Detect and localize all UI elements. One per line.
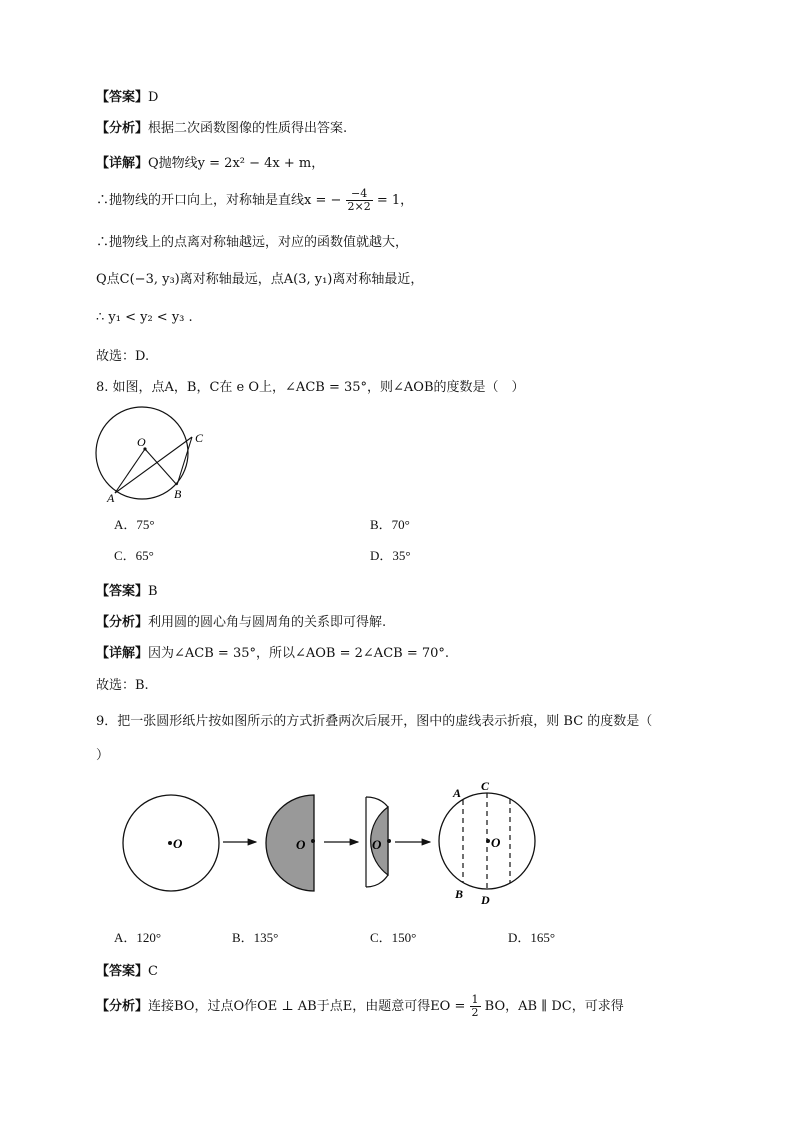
question-text: 8. 如图，点A，B，C在 e O上，∠ACB = 35°，则∠AOB的度数是（ ） xyxy=(96,380,525,395)
detail-text: Q抛物线y = 2x² − 4x + m， xyxy=(148,156,325,171)
q7-detail-line-5 xyxy=(96,310,193,325)
answer-value: C xyxy=(148,964,158,979)
label-a: A xyxy=(107,491,115,505)
q8-analysis-line xyxy=(96,611,386,630)
detail-text: Q点C(−3, y₃)离对称轴最远，点A(3, y₁)离对称轴最近， xyxy=(96,272,424,287)
q9-answer-line xyxy=(96,960,158,979)
answer-tag: 【答案】 xyxy=(96,90,149,105)
label-c: C xyxy=(481,779,490,793)
segment-oa xyxy=(115,449,145,493)
q8-detail-line xyxy=(96,642,449,661)
q8-answer-line xyxy=(96,580,158,599)
q7-conclusion xyxy=(96,345,149,364)
analysis-tag: 【分析】 xyxy=(96,999,149,1014)
answer-value: B xyxy=(148,584,158,599)
label-a: A xyxy=(453,786,462,800)
answer-tag: 【答案】 xyxy=(96,964,149,979)
q7-answer-line xyxy=(96,86,158,105)
segment-ac xyxy=(115,437,192,493)
q8-circle-figure xyxy=(90,405,210,505)
conclusion-text: 故选：B. xyxy=(96,678,149,693)
detail-tag: 【详解】 xyxy=(96,646,149,661)
analysis-tag: 【分析】 xyxy=(96,121,149,136)
q8-option-a: A．75° xyxy=(114,517,155,532)
label-o: O xyxy=(173,836,183,851)
analysis-text: 根据二次函数图像的性质得出答案. xyxy=(148,121,348,136)
fraction xyxy=(346,188,373,213)
q8-option-d: D．35° xyxy=(370,548,411,563)
segment-ob xyxy=(145,449,177,485)
half-circle-step-2 xyxy=(266,795,314,891)
q9-option-d: D．165° xyxy=(508,930,556,945)
detail-text: ∴ y₁ < y₂ < y₃ . xyxy=(96,310,193,325)
detail-tag: 【详解】 xyxy=(96,156,149,171)
q9-option-c: C．150° xyxy=(370,930,417,945)
label-d: D xyxy=(481,893,490,907)
q9-option-a: A．120° xyxy=(114,930,162,945)
q8-option-b: B．70° xyxy=(370,517,410,532)
analysis-text: 利用圆的圆心角与圆周角的关系即可得解. xyxy=(148,615,387,630)
label-o: O xyxy=(491,835,501,850)
q8-conclusion xyxy=(96,674,149,693)
center-point xyxy=(387,839,391,843)
q7-detail-line-3 xyxy=(96,231,408,250)
analysis-tag: 【分析】 xyxy=(96,615,149,630)
label-c: C xyxy=(195,431,204,445)
q7-detail-line-2 xyxy=(96,188,413,213)
fraction-denominator: 2 xyxy=(471,1006,479,1019)
q8-question xyxy=(96,376,525,395)
segment-bc xyxy=(177,437,192,485)
label-b: B xyxy=(174,487,182,501)
center-point xyxy=(311,839,315,843)
q8-option-c: C．65° xyxy=(114,548,154,563)
fraction xyxy=(470,994,481,1019)
label-o: O xyxy=(296,837,306,852)
q9-option-b: B．135° xyxy=(232,930,279,945)
answer-tag: 【答案】 xyxy=(96,584,149,599)
label-o: O xyxy=(137,435,146,449)
question-text: 9．把一张圆形纸片按如图所示的方式折叠两次后展开，图中的虚线表示折痕，则 BC 的度数是（ xyxy=(96,714,653,729)
q9-analysis-line xyxy=(96,994,624,1019)
center-point xyxy=(486,839,490,843)
q9-question-line-1 xyxy=(96,710,652,729)
detail-text: ∴抛物线上的点离对称轴越远，对应的函数值就越大， xyxy=(96,235,409,250)
question-text: ） xyxy=(96,748,110,763)
fraction-numerator: −4 xyxy=(346,188,373,201)
q7-analysis-line xyxy=(96,117,347,136)
q9-folding-figure xyxy=(110,775,550,910)
detail-text: = 1， xyxy=(376,193,414,208)
label-b: B xyxy=(455,887,464,901)
analysis-text: 连接BO，过点O作OE ⊥ AB于点E，由题意可得EO = xyxy=(148,999,466,1014)
analysis-text: BO，AB ∥ DC，可求得 xyxy=(484,999,624,1014)
answer-value: D xyxy=(148,90,159,105)
conclusion-text: 故选：D. xyxy=(96,349,150,364)
fraction-numerator: 1 xyxy=(471,993,479,1006)
q7-detail-line-4 xyxy=(96,268,423,287)
q9-question-line-2 xyxy=(96,744,109,763)
detail-text: ∴抛物线的开口向上，对称轴是直线x = − xyxy=(96,193,342,208)
q7-detail-line-1 xyxy=(96,152,324,171)
detail-text: 因为∠ACB = 35°，所以∠AOB = 2∠ACB = 70°. xyxy=(148,646,450,661)
center-point xyxy=(168,841,172,845)
fraction-denominator: 2×2 xyxy=(347,200,371,213)
label-o: O xyxy=(372,837,382,852)
